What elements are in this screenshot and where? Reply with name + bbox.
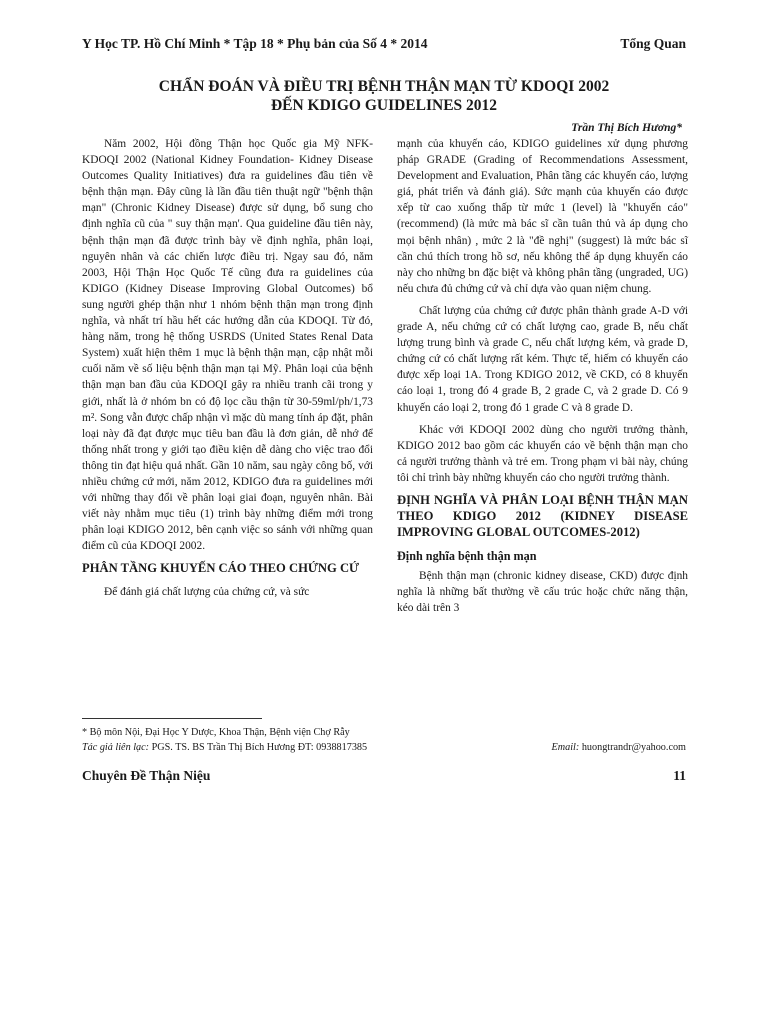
journal-header: Y Học TP. Hồ Chí Minh * Tập 18 * Phụ bản của Số 4 * 2014 — [82, 36, 428, 51]
footnote-affiliation: * Bộ môn Nội, Đại Học Y Dược, Khoa Thận, Bệnh viện Chợ Rẫy — [82, 727, 350, 738]
right-paragraph-2: Chất lượng của chứng cứ được phân thành grade A-D với grade A, nếu chứng cứ có chất lượng cao, grade B, nếu chất lượng trung bình và grade C, nếu chất lượng kém, và grade D, chứng cứ có chất lượng rất kém. Thực tế, hiếm có khuyến cáo được xếp loại 1A. Trong KDIGO 2012, về CKD, có 8 khuyến cáo loại 1, trong đó 4 grade B, 2 grade C, và 2 grade D. Có 9 khuyến cáo loại 2, trong đó 1 grade C và 8 grade D. — [397, 304, 688, 414]
section-heading-definition: ĐỊNH NGHĨA VÀ PHÂN LOẠI BỆNH THẬN MẠN THEO KDIGO 2012 (KIDNEY DISEASE IMPROVING GLOBAL OUTCOMES-2012) — [397, 492, 688, 539]
footer-section: Chuyên Đề Thận Niệu — [82, 768, 211, 783]
right-paragraph-1: mạnh của khuyến cáo, KDIGO guidelines xử dụng phương pháp GRADE (Grading of Recommendations Assessment, Development and Evaluation, Phân tầng các khuyến cáo, lượng giá, phát triển và đánh giá). Sức mạnh của khuyến cáo được xếp từ cao xuống thấp từ mức 1 (level) là "khuyến cáo" (recommend) (là mức mà bác sĩ cần tuân thủ và áp dụng cho mọi bệnh nhân) , mức 2 là "đề nghị" (suggest) là mức bác sĩ cần chú thích trong hồ sơ, nếu không thể áp dụng khuyến cáo này cho những bn đặc biệt và không phân tầng (ungraded, UG) nếu chưa đủ chứng cứ và chỉ dựa vào quan niệm chung. — [397, 138, 688, 295]
footnotes — [82, 725, 686, 755]
running-footer — [82, 768, 686, 784]
left-paragraph-1: Năm 2002, Hội đồng Thận học Quốc gia Mỹ NFK-KDOQI 2002 (National Kidney Foundation- Kidney Disease Outcomes Quality Initiatives) đưa ra guidelines đầu tiên về bệnh thận mạn. Đây cũng là lần đầu tiên thuật ngữ "bệnh thận mạn" (Chronic Kidney Disease) được sử dụng, bổ sung cho định nghĩa cũ của " suy thận mạn'. Qua guideline đầu tiên này, bệnh thận mạn đã được trình bày về định nghĩa, phân loại, nguyên nhân và các chiến lược điều trị. Ngay sau đó, năm 2003, Hội Thận Học Quốc Tế cũng đưa ra guidelines của KDIGO (Kidney Disease Improving Global Outcomes) bổ sung người ghép thận như 1 nhóm bệnh thận mạn trong định nghĩa, và nhất trí hầu hết các hướng dẫn của KDOQI. Từ đó, hàng năm, trong hệ thống USRDS (United States Renal Data System) xuất hiện thêm 1 mục là bệnh thận mạn, cập nhật mỗi cuối năm về số liệu bệnh thận mạn tại Mỹ. Phân loại của bệnh thận mạn ban đầu của KDOQI gây ra nhiều tranh cãi trong y giới, nhất là ở nhóm bn có độ lọc cầu thận từ 30-59ml/ph/1,73 m². Song vẫn được chấp nhận vì mặc dù mang tính áp đặt, phân loại này đã đạt được mục tiêu ban đầu là đơn giản, dễ nhớ để thống nhất trong y giới tạo điều kiện dễ dàng cho việc trao đổi thông tin đạt hiệu quả nhất. Gần 10 năm, sau ngày công bố, với nhiều chứng cứ mới, năm 2012, KDIGO đưa ra guidelines mới với những thay đổi về phân loại giai đoạn, nguyên nhân. Bài viết này nhằm mục tiêu (1) trình bày những điểm mới trong phân loại KDIGO 2012, bên cạnh việc so sánh với những quan điểm cũ của KDOQI 2002. — [82, 138, 373, 553]
contact-info — [82, 740, 367, 755]
right-paragraph-3: Khác với KDOQI 2002 dùng cho người trưởng thành, KDIGO 2012 bao gồm các khuyến cáo về bệnh thận mạn cho cả người trưởng thành và trẻ em. Trong phạm vi bài này, chúng tôi chỉ trình bày những khuyến cáo cho người trưởng thành. — [397, 423, 688, 484]
article-title — [82, 77, 686, 115]
left-paragraph-2: Để đánh giá chất lượng của chứng cứ, và sức — [104, 586, 310, 599]
title-line-2: ĐẾN KDIGO GUIDELINES 2012 — [270, 97, 498, 114]
running-header — [82, 36, 686, 52]
subheading-definition: Định nghĩa bệnh thận mạn — [397, 548, 537, 563]
title-line-1: CHẨN ĐOÁN VÀ ĐIỀU TRỊ BỆNH THẬN MẠN TỪ KDOQI 2002 — [158, 78, 610, 95]
right-paragraph-4: Bệnh thận mạn (chronic kidney disease, CKD) được định nghĩa là những bất thường về cấu trúc hoặc chức năng thận, kéo dài trên 3 — [397, 570, 688, 615]
left-column — [82, 136, 373, 607]
page-number: 11 — [673, 768, 686, 783]
email-label: Email: — [551, 742, 580, 753]
contact-label: Tác giả liên lạc: — [82, 742, 150, 753]
footnote-contact — [82, 740, 686, 755]
footnote-divider — [82, 718, 262, 719]
email-address[interactable]: huongtrandr@yahoo.com — [579, 742, 686, 753]
section-header: Tổng Quan — [620, 36, 686, 51]
contact-name: PGS. TS. BS Trần Thị Bích Hương ĐT: 0938817385 — [149, 742, 368, 753]
right-column — [397, 136, 688, 622]
author-name: Trần Thị Bích Hương* — [571, 122, 682, 134]
section-heading-grading: PHÂN TẦNG KHUYẾN CÁO THEO CHỨNG CỨ — [82, 561, 360, 576]
email-info — [552, 740, 686, 755]
